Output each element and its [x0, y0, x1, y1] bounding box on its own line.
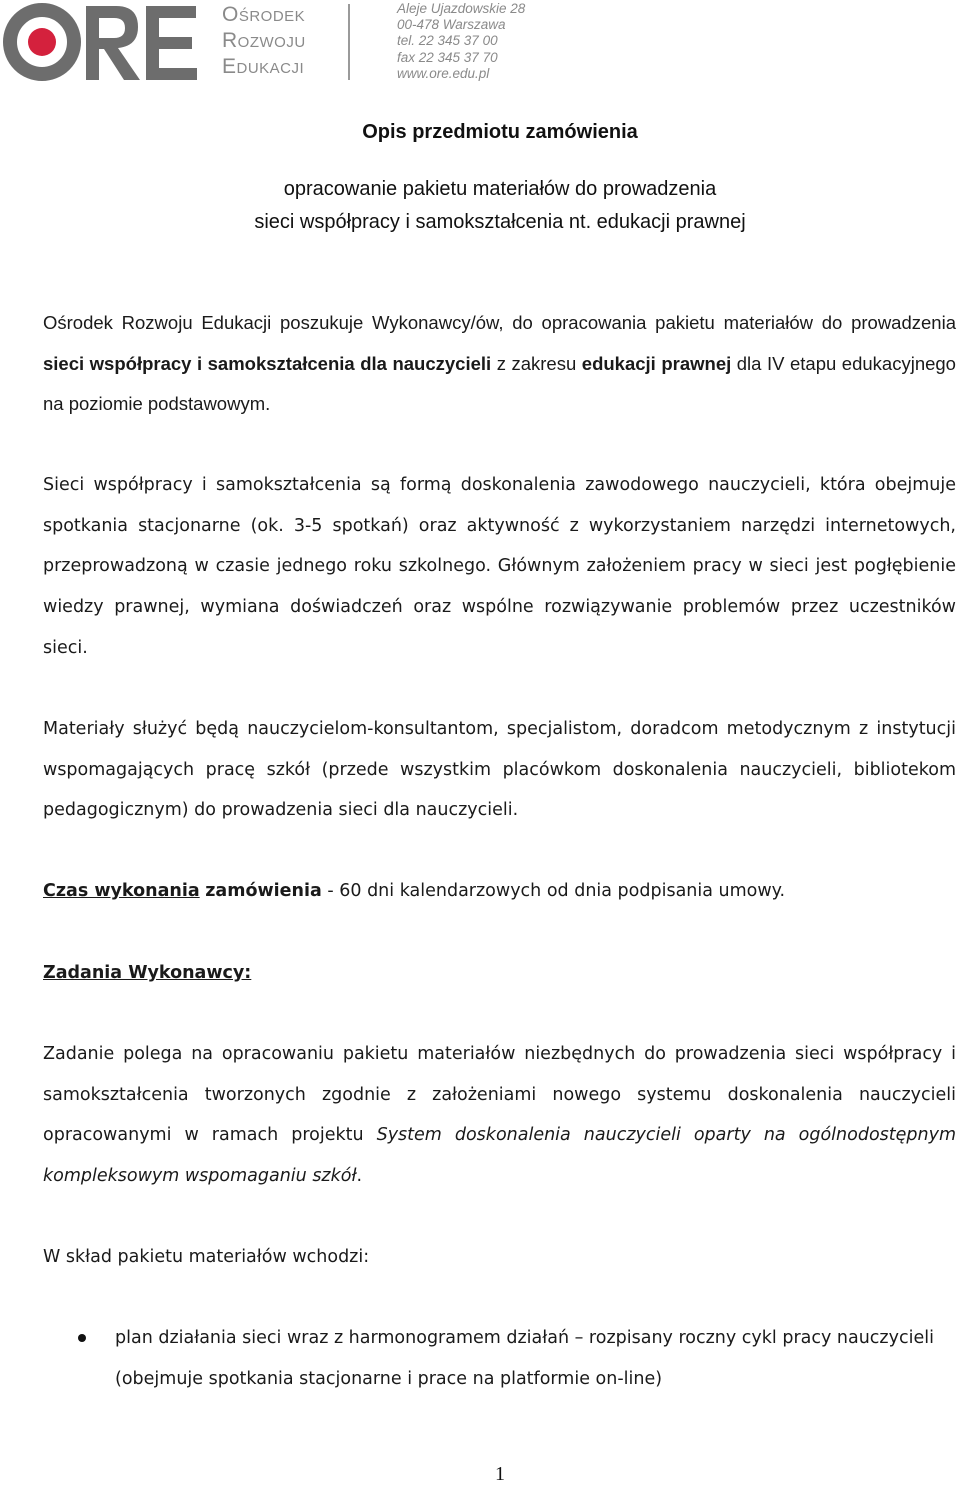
organization-name: [222, 2, 306, 80]
subtitle-line: sieci współpracy i samokształcenia nt. edukacji prawnej: [254, 211, 746, 233]
materials-paragraph: Materiały służyć będą nauczycielom-konsultantom, specjalistom, doradcom metodycznym z instytucji wspomagających pracę szkół (przede wszystkim placówkom doskonalenia nauczycieli, bibliotekom pedagogicznym) do prowadzenia sieci dla nauczycieli.: [43, 719, 956, 821]
address-website: www.ore.edu.pl: [397, 65, 490, 81]
text-run: - 60 dni kalendarzowych od dnia podpisania umowy.: [321, 881, 786, 901]
task-description-paragraph: [43, 1034, 956, 1197]
org-name-line: Edukacji: [222, 55, 305, 78]
networks-paragraph: Sieci współpracy i samokształcenia są formą doskonalenia zawodowego nauczycieli, która obejmuje spotkania stacjonarne (ok. 3-5 spotkań) oraz aktywność z wykorzystaniem narzędzi internetowych, przeprowadzoną w czasie jednego roku szkolnego. Głównym założeniem pracy w sieci jest pogłębienie wiedzy prawnej, wymiana doświadczeń oraz wspólne rozwiązywanie problemów przez uczestników sieci.: [43, 475, 956, 658]
bold-run: sieci współpracy i samokształcenia dla nauczycieli: [43, 352, 492, 374]
deadline-label: Czas wykonania: [43, 881, 200, 901]
project-name: System doskonalenia nauczycieli oparty na ogólnodostępnym kompleksowym wspomaganiu szkół: [43, 1125, 957, 1187]
text-run: dla IV etapu edukacyjnego na poziomie podstawowym.: [43, 352, 956, 414]
package-contents-intro: W skład pakietu materiałów wchodzi:: [43, 1247, 370, 1267]
text-run: Zadanie polega na opracowaniu pakietu materiałów niezbędnych do prowadzenia sieci współpracy i samokształcenia tworzonych zgodnie z założeniami nowego systemu doskonalenia nauczycieli opracowanymi w ramach projektu: [43, 1044, 956, 1146]
bold-run: edukacji prawnej: [581, 352, 732, 374]
page-number: 1: [495, 1463, 505, 1485]
text-run: .: [356, 1166, 363, 1187]
list-item-text: plan działania sieci wraz z harmonogramem działań – rozpisany roczny cykl pracy nauczycieli (obejmuje spotkania stacjonarne i prace na platformie on-line): [115, 1328, 934, 1389]
address-city: 00-478 Warszawa: [397, 17, 506, 33]
bullet-icon: [78, 1334, 86, 1342]
letterhead: [0, 0, 960, 95]
deadline-paragraph: [43, 871, 956, 912]
tasks-heading: Zadania Wykonawcy:: [43, 963, 252, 983]
package-contents-list: [0, 1318, 960, 1399]
list-item: [0, 1318, 958, 1399]
intro-paragraph: [43, 303, 956, 425]
address-block: [397, 1, 525, 82]
letterhead-divider: [348, 4, 350, 80]
document-subtitle: [0, 173, 960, 239]
document-title: Opis przedmiotu zamówienia: [362, 121, 638, 143]
ore-logo: [0, 0, 205, 90]
address-phone: tel. 22 345 37 00: [397, 33, 498, 49]
address-street: Aleje Ujazdowskie 28: [397, 1, 526, 16]
bold-run: zamówienia: [205, 881, 322, 901]
text-run: Ośrodek Rozwoju Edukacji poszukuje Wykonawcy/ów, do opracowania pakietu materiałów do prowadzenia: [43, 312, 956, 333]
org-name-line: Rozwoju: [222, 29, 306, 52]
org-name-line: Ośrodek: [222, 3, 306, 26]
text-run: z zakresu: [491, 352, 582, 374]
address-fax: fax 22 345 37 70: [397, 49, 498, 65]
subtitle-line: opracowanie pakietu materiałów do prowadzenia: [283, 178, 717, 200]
